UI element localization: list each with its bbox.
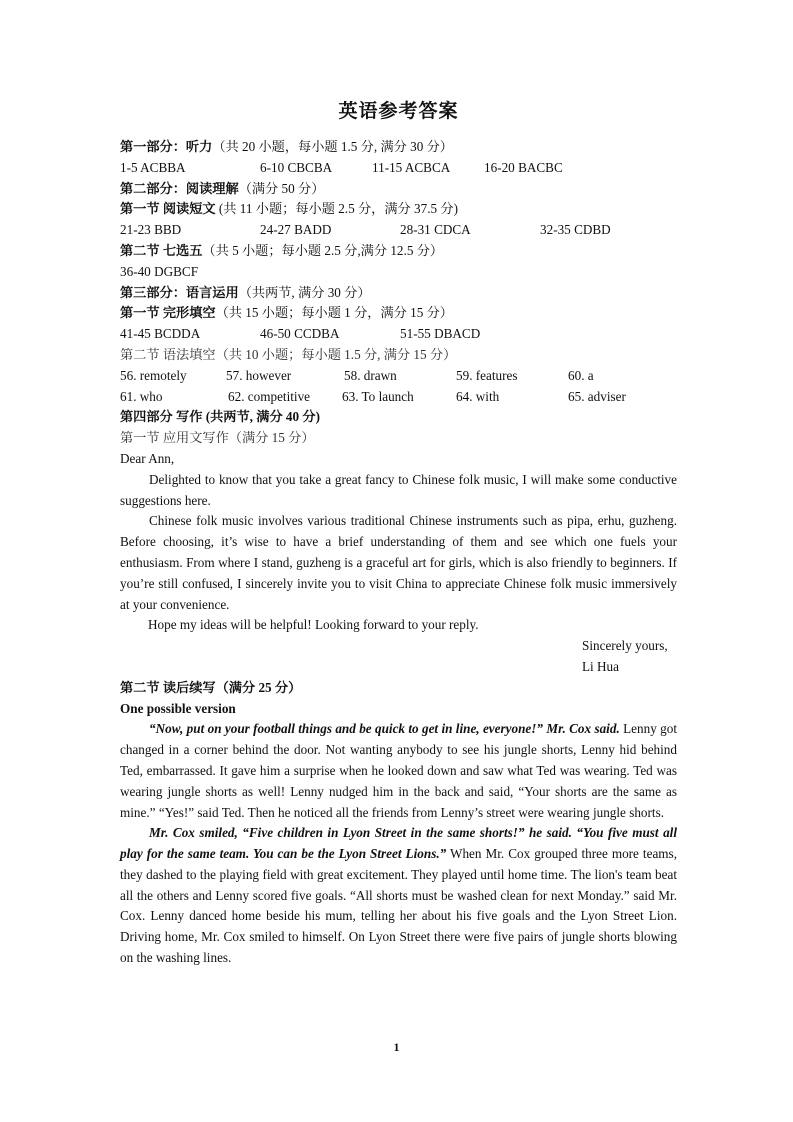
part2-section1-heading: 第一节 阅读短文 [120, 201, 216, 217]
part4-section1-header: 第一节 应用文写作（满分 15 分） [120, 430, 315, 446]
grammar-answer: 59. features [456, 367, 518, 383]
answer-group: 41-45 BCDDA [120, 326, 201, 342]
story-paragraph-2 [120, 823, 677, 969]
letter-paragraph: Hope my ideas will be helpful! Looking forward to your reply. [148, 617, 479, 633]
story-paragraph-2-lead: Mr. Cox smiled, “Five children in Lyon Street in the same shorts!” he said. “You five must all play for the same team. You can be the Lyon Street Lions.” [120, 825, 677, 862]
part2-section1-answers [120, 220, 677, 241]
answer-group: 11-15 ACBCA [372, 159, 451, 175]
part1-heading: 第一部分：听力 [120, 139, 213, 154]
part3-heading: 第三部分：语言运用 [120, 284, 239, 300]
story-paragraph-1-lead: “Now, put on your football things and be quick to get in line, everyone!” Mr. Cox said. [149, 721, 620, 737]
part3-section1-answers [120, 324, 677, 345]
letter-paragraph: Chinese folk music involves various traditional Chinese instruments such as pipa, erhu, guzheng. Before choosing, it’s wise to have a brief understanding of them and see which one fuels your enthusiasm. From where I stand, guzheng is a graceful art for girls, which is also friendly to beginners. If you’re still confused, I sincerely invite you to visit China to appreciate Chinese folk music immersively at your convenience. [120, 513, 677, 612]
part3-header [120, 283, 677, 304]
page-number: 1 [393, 1040, 400, 1054]
part1-header [120, 137, 677, 158]
page-title: 英语参考答案 [338, 101, 459, 122]
answer-group: 51-55 DBACD [400, 326, 481, 342]
part3-section1-note: （共 15 小题；每小题 1 分，满分 15 分） [215, 305, 453, 321]
answer-group: 16-20 BACBC [484, 159, 563, 175]
part3-section1-heading: 第一节 完形填空 [120, 305, 216, 321]
part2-section2-answer: 36-40 DGBCF [120, 263, 199, 279]
letter-paragraph: Delighted to know that you take a great fancy to Chinese folk music, I will make some conductive suggestions here. [120, 471, 677, 508]
answer-group: 46-50 CCDBA [260, 326, 340, 342]
grammar-answer: 58. drawn [344, 367, 397, 383]
part2-section2-header [120, 241, 677, 262]
grammar-answer: 62. competitive [228, 388, 311, 404]
answer-document [120, 96, 677, 969]
grammar-answer: 61. who [120, 388, 163, 404]
grammar-answer: 65. adviser [568, 388, 626, 404]
part2-header [120, 179, 677, 200]
grammar-answer: 64. with [456, 388, 500, 404]
part3-note: （共两节, 满分 30 分） [238, 284, 371, 300]
part1-note: （共 20 小题，每小题 1.5 分, 满分 30 分） [212, 139, 453, 154]
answer-group: 21-23 BBD [120, 222, 182, 238]
part2-section1-note: (共 11 小题；每小题 2.5 分，满分 37.5 分) [215, 201, 458, 217]
story-paragraph-1-body: Lenny got changed in a corner behind the door. Not wanting anybody to see his jungle shorts, Lenny hid behind Ted, embarrassed. It gave him a surprise when he looked down and saw what Ted was wearing. Ted was wearing jungle shorts as well! Lenny nudged him in the back and said, “Your shorts are the same as mine.” “Yes!” said Ted. Then he noticed all the friends from Lenny’s street were wearing jungle shorts. [120, 721, 677, 820]
letter-closing: Sincerely yours, [582, 638, 668, 654]
part3-section1-header [120, 303, 677, 324]
story-paragraph-1 [120, 719, 677, 823]
grammar-answers-row-1 [120, 366, 677, 387]
grammar-answers-row-2 [120, 387, 677, 408]
answer-group: 32-35 CDBD [540, 222, 611, 238]
grammar-answer: 57. however [226, 367, 292, 383]
part1-answers [120, 158, 677, 179]
part2-note: （满分 50 分） [238, 180, 325, 196]
answer-group: 28-31 CDCA [400, 222, 471, 238]
letter-greeting: Dear Ann, [120, 450, 175, 466]
part3-section2-header: 第二节 语法填空（共 10 小题；每小题 1.5 分, 满分 15 分） [120, 346, 457, 362]
part2-heading: 第二部分：阅读理解 [120, 180, 239, 196]
answer-group: 1-5 ACBBA [120, 159, 186, 175]
grammar-answer: 63. To launch [342, 388, 414, 404]
answer-group: 24-27 BADD [260, 222, 332, 238]
answer-group: 6-10 CBCBA [260, 159, 333, 175]
part2-section2-note: （共 5 小题；每小题 2.5 分,满分 12.5 分） [202, 242, 444, 258]
letter-signature: Li Hua [582, 658, 619, 674]
version-label: One possible version [120, 700, 236, 716]
part2-section2-heading: 第二节 七选五 [120, 242, 203, 258]
grammar-answer: 56. remotely [120, 367, 187, 383]
grammar-answer: 60. a [568, 367, 594, 383]
story-paragraph-2-body: When Mr. Cox grouped three more teams, they dashed to the playing field with great excitement. They played until home time. The lion's team beat all the others and Lenny scored five goals. “All shorts must be washed clean for next Monday.” said Mr. Cox. Lenny danced home beside his mum, telling her about his five goals and the Lyon Street Lion. Driving home, Mr. Cox smiled to himself. On Lyon Street there were five pairs of jungle shorts blowing on the washing lines. [120, 846, 677, 966]
part4-heading: 第四部分 写作 (共两节, 满分 40 分) [120, 409, 321, 425]
part4-section2-heading: 第二节 读后续写（满分 25 分） [120, 679, 302, 695]
part2-section1-header [120, 199, 677, 220]
